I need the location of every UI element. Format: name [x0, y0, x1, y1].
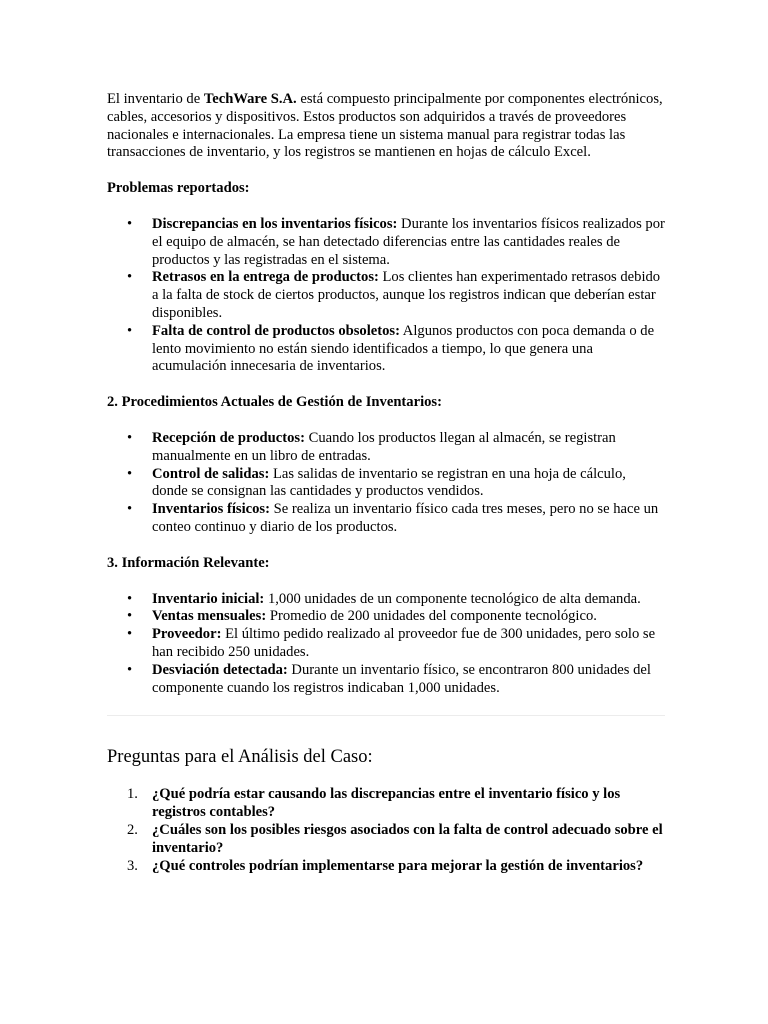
question-text: ¿Qué podría estar causando las discrepancias entre el inventario físico y los registros contables? — [152, 786, 621, 821]
questions-list — [107, 786, 665, 875]
item-label: Falta de control de productos obsoletos: — [152, 322, 400, 339]
section-divider — [107, 715, 665, 716]
questions-title: Preguntas para el Análisis del Caso: — [107, 747, 373, 768]
info-heading: 3. Información Relevante: — [107, 554, 270, 571]
list-item — [107, 501, 665, 537]
list-item — [107, 662, 665, 698]
item-text: Las salidas de inventario se registran en una hoja de cálculo, donde se consignan las cantidades y productos vendidos. — [152, 465, 626, 500]
item-label: Proveedor: — [152, 626, 222, 643]
question-number: 2. — [127, 821, 138, 838]
item-text: Los clientes han experimentado retrasos debido a la falta de stock de ciertos productos, aunque los registros indican que deberían estar disponibles. — [152, 269, 661, 321]
item-text: El último pedido realizado al proveedor fue de 300 unidades, pero solo se han recibido 250 unidades. — [152, 626, 656, 660]
company-name: TechWare S.A. — [203, 91, 297, 107]
item-label: Ventas mensuales: — [152, 608, 267, 625]
list-item — [107, 430, 665, 466]
item-text: Durante un inventario físico, se encontraron 800 unidades del componente cuando los registros indicaban 1,000 unidades. — [152, 661, 651, 696]
problems-heading: Problemas reportados: — [107, 180, 250, 197]
list-item — [107, 591, 665, 609]
question-item — [107, 822, 665, 858]
procedures-list — [107, 430, 665, 537]
item-label: Desviación detectada: — [152, 661, 288, 678]
item-label: Discrepancias en los inventarios físicos: — [152, 215, 398, 232]
item-label: Inventarios físicos: — [152, 501, 270, 518]
question-text: ¿Cuáles son los posibles riesgos asociados con la falta de control adecuado sobre el inventario? — [152, 821, 663, 856]
problems-list — [107, 216, 665, 376]
list-item — [107, 626, 665, 662]
question-number: 3. — [127, 857, 138, 874]
list-item — [107, 466, 665, 502]
item-label: Inventario inicial: — [152, 590, 265, 607]
item-label: Retrasos en la entrega de productos: — [152, 269, 379, 286]
info-list — [107, 591, 665, 698]
list-item — [107, 323, 665, 376]
document-body — [107, 91, 665, 875]
list-item — [107, 269, 665, 322]
list-item — [107, 216, 665, 269]
intro-paragraph — [107, 91, 665, 162]
question-text: ¿Qué controles podrían implementarse para mejorar la gestión de inventarios? — [152, 857, 644, 874]
procedures-heading: 2. Procedimientos Actuales de Gestión de Inventarios: — [107, 394, 442, 411]
item-text: Durante los inventarios físicos realizados por el equipo de almacén, se han detectado diferencias entre las cantidades reales de productos y las registradas en el sistema. — [152, 215, 665, 268]
item-text: Cuando los productos llegan al almacén, se registran manualmente en un libro de entradas. — [152, 429, 616, 464]
item-text: 1,000 unidades de un componente tecnológico de alta demanda. — [264, 590, 641, 607]
intro-prefix: El inventario de — [107, 91, 204, 107]
item-label: Control de salidas: — [152, 465, 270, 482]
question-item — [107, 786, 665, 822]
question-number: 1. — [127, 786, 138, 803]
item-text: Algunos productos con poca demanda o de lento movimiento no están siendo identificados a tiempo, lo que genera una acumulación innecesaria de inventarios. — [152, 322, 655, 375]
question-item — [107, 858, 665, 876]
item-label: Recepción de productos: — [152, 429, 305, 446]
intro-text: está compuesto principalmente por componentes electrónicos, cables, accesorios y dispositivos. Estos productos son adquiridos a través de proveedores nacionales e internacionales. La empresa tiene un sistema manual para registrar todas las transacciones de inventario, y los registros se mantienen en hojas de cálculo Excel. — [107, 91, 663, 161]
item-text: Se realiza un inventario físico cada tres meses, pero no se hace un conteo continuo y diario de los productos. — [152, 501, 659, 535]
list-item — [107, 608, 665, 626]
item-text: Promedio de 200 unidades del componente tecnológico. — [266, 608, 597, 625]
